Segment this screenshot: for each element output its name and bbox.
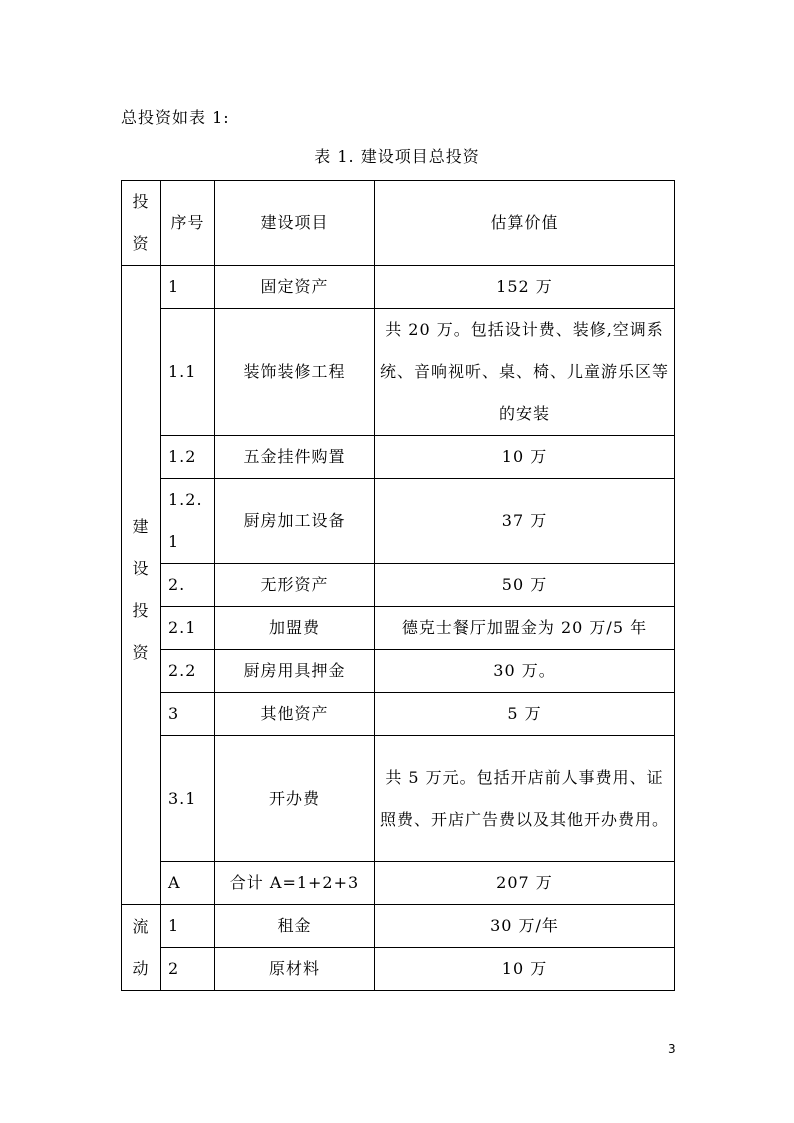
row-item: 原材料 (215, 948, 375, 991)
row-item: 厨房用具押金 (215, 650, 375, 693)
header-category-char: 投 (132, 192, 150, 211)
row-no: 1 (161, 905, 215, 948)
row-item: 开办费 (215, 736, 375, 862)
row-no: 2. (161, 564, 215, 607)
row-no: 2.2 (161, 650, 215, 693)
table-row (122, 564, 675, 607)
row-value: 共 5 万元。包括开店前人事费用、证照费、开店广告费以及其他开办费用。 (375, 736, 675, 862)
group-construction-cell (122, 266, 161, 905)
table-row (122, 650, 675, 693)
row-no: 3 (161, 693, 215, 736)
group-char: 动 (132, 958, 150, 978)
row-no: 1 (161, 266, 215, 309)
group-current-cell (122, 905, 161, 991)
row-item: 厨房加工设备 (215, 479, 375, 564)
row-no: 3.1 (161, 736, 215, 862)
row-value: 37 万 (375, 479, 675, 564)
header-value-cell: 估算价值 (375, 181, 675, 266)
group-char: 投 (132, 601, 150, 620)
table-row (122, 905, 675, 948)
table-row (122, 479, 675, 564)
row-value: 152 万 (375, 266, 675, 309)
row-item: 固定资产 (215, 266, 375, 309)
row-no: 1.1 (161, 309, 215, 436)
row-value: 30 万。 (375, 650, 675, 693)
row-no: 1.2.1 (161, 479, 215, 564)
row-item: 加盟费 (215, 607, 375, 650)
table-row (122, 266, 675, 309)
group-char: 设 (132, 559, 150, 578)
header-category-cell (122, 181, 161, 266)
row-no: 2 (161, 948, 215, 991)
row-value: 207 万 (375, 862, 675, 905)
group-char: 建 (132, 517, 150, 536)
table-row (122, 736, 675, 862)
row-item: 其他资产 (215, 693, 375, 736)
row-item: 租金 (215, 905, 375, 948)
row-value: 5 万 (375, 693, 675, 736)
group-char: 资 (132, 643, 150, 662)
table-row (122, 948, 675, 991)
table-row (122, 436, 675, 479)
header-item-cell: 建设项目 (215, 181, 375, 266)
header-no-cell: 序号 (161, 181, 215, 266)
table-caption: 表 1. 建设项目总投资 (314, 147, 480, 166)
row-no: A (161, 862, 215, 905)
table-row (122, 607, 675, 650)
table-row (122, 862, 675, 905)
table-row (122, 693, 675, 736)
header-category-char: 资 (132, 234, 150, 253)
row-value: 共 20 万。包括设计费、装修,空调系统、音响视听、桌、椅、儿童游乐区等的安装 (375, 309, 675, 436)
row-value: 10 万 (375, 948, 675, 991)
row-value: 德克士餐厅加盟金为 20 万/5 年 (375, 607, 675, 650)
row-value: 30 万/年 (375, 905, 675, 948)
row-item: 装饰装修工程 (215, 309, 375, 436)
row-no: 2.1 (161, 607, 215, 650)
row-item: 合计 A=1+2+3 (215, 862, 375, 905)
page-number: 3 (668, 1042, 676, 1056)
group-char: 流 (132, 916, 150, 936)
row-item: 无形资产 (215, 564, 375, 607)
row-value: 10 万 (375, 436, 675, 479)
table-row (122, 309, 675, 436)
investment-table (121, 180, 675, 991)
row-item: 五金挂件购置 (215, 436, 375, 479)
table-header-row (122, 181, 675, 266)
row-no: 1.2 (161, 436, 215, 479)
row-value: 50 万 (375, 564, 675, 607)
intro-text: 总投资如表 1: (121, 108, 230, 127)
